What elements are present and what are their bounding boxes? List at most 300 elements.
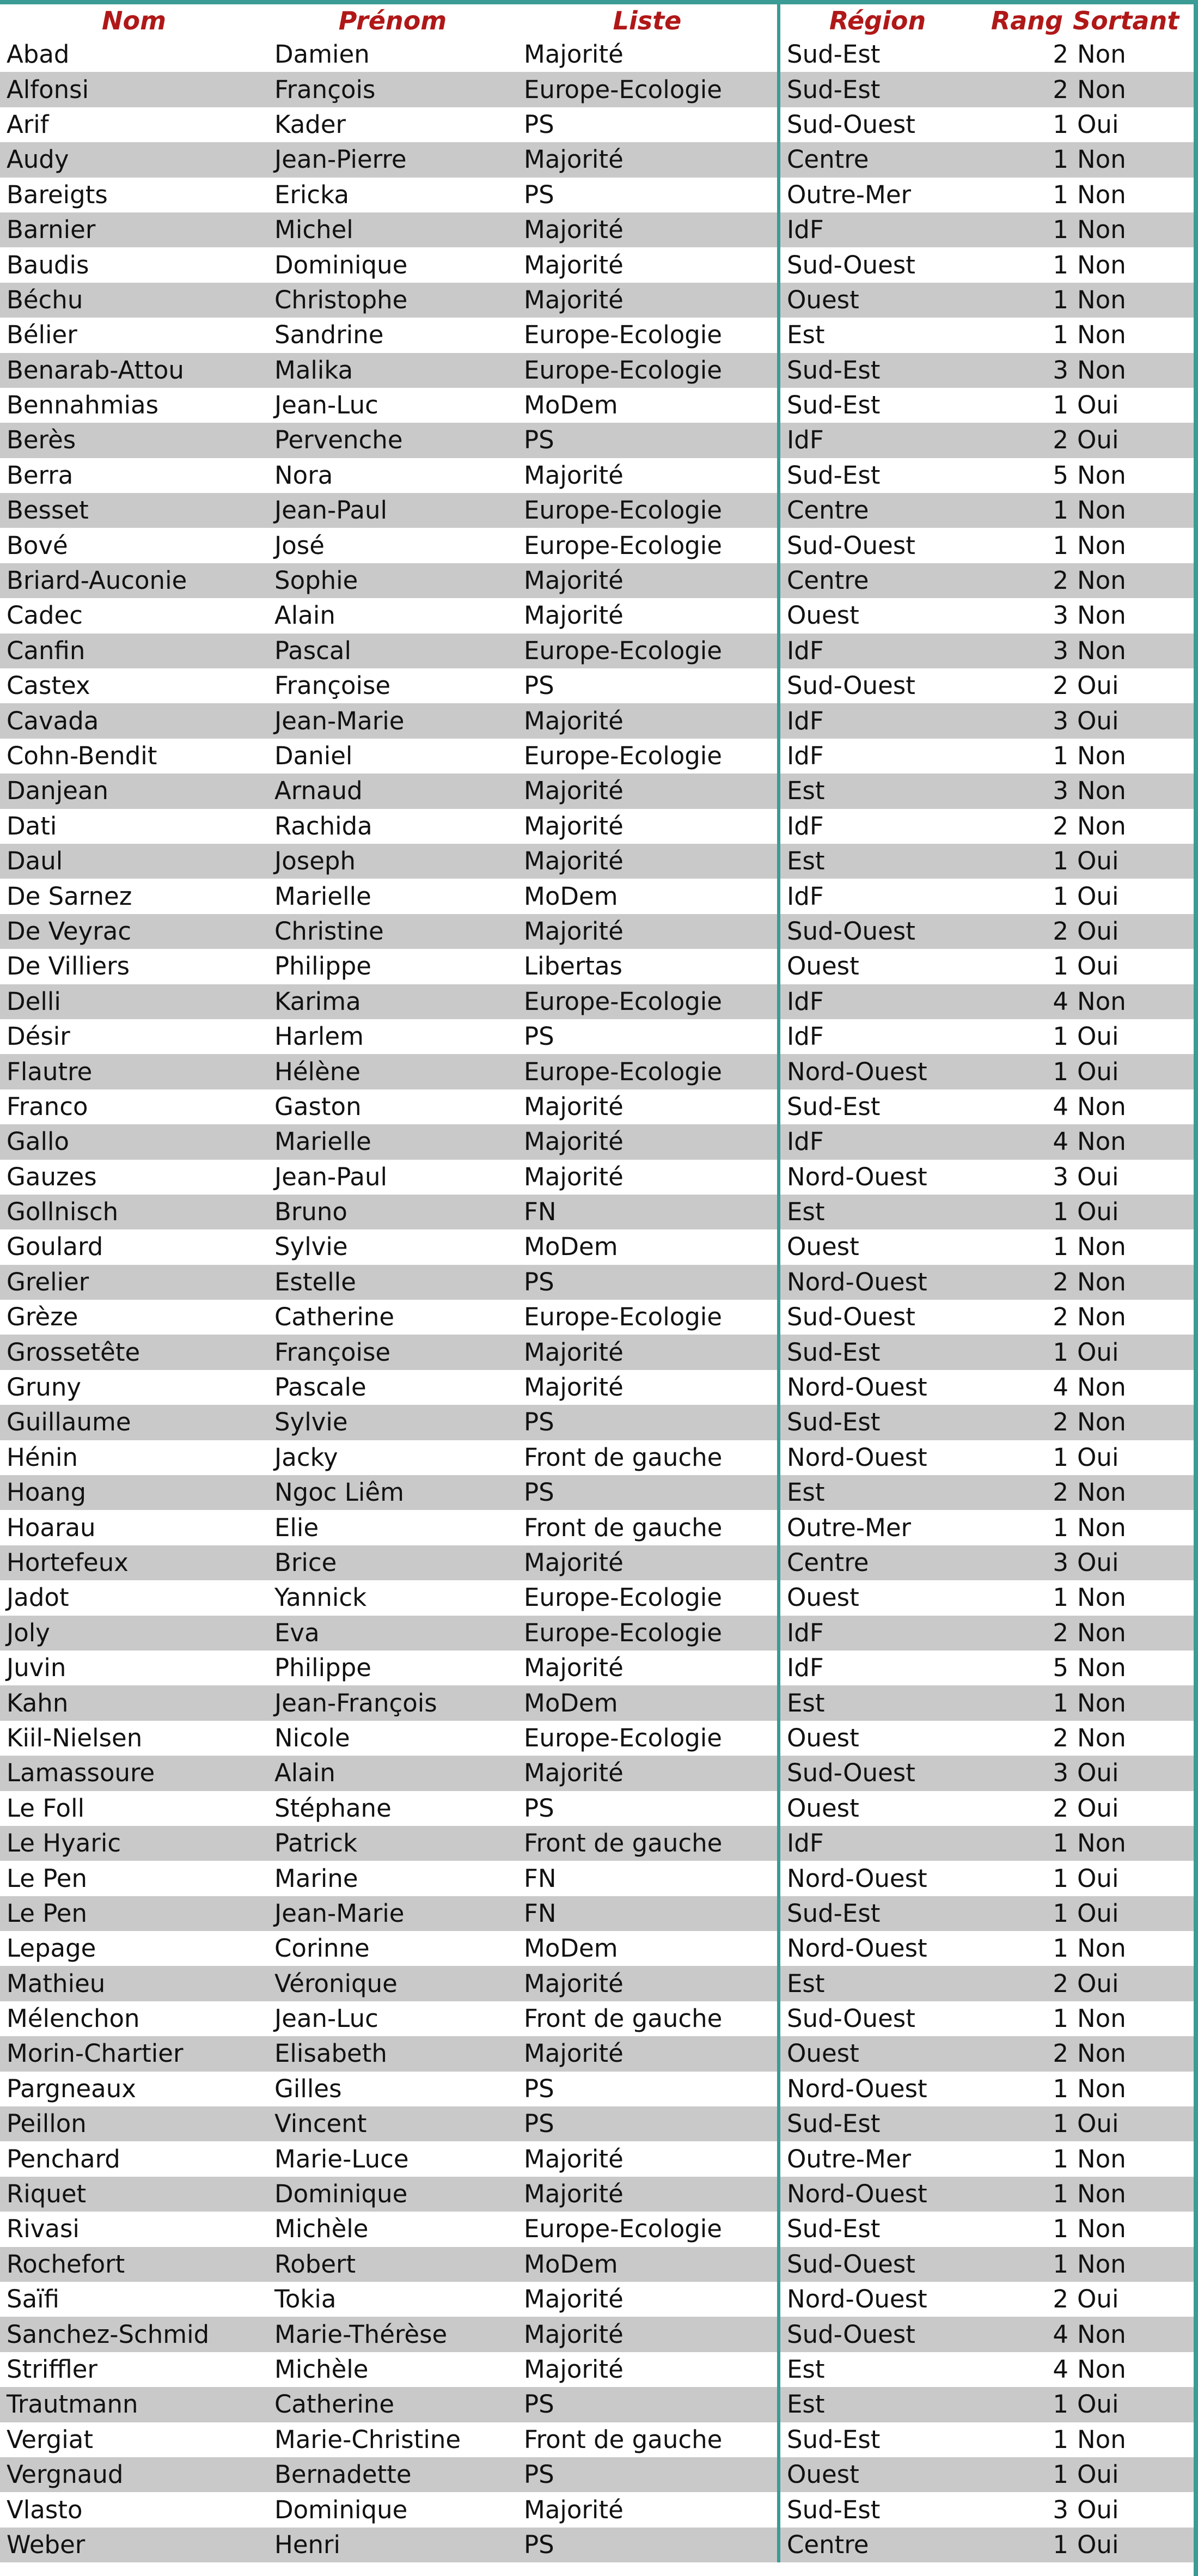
- cell-nom[interactable]: Gallo: [0, 1124, 268, 1159]
- cell-region[interactable]: Centre: [779, 563, 975, 598]
- table-row[interactable]: [0, 703, 1198, 738]
- cell-rang[interactable]: 2: [975, 37, 1073, 72]
- cell-sortant[interactable]: Oui: [1073, 1019, 1198, 1054]
- table-row[interactable]: [0, 283, 1198, 318]
- cell-nom[interactable]: Berra: [0, 458, 268, 493]
- cell-prenom[interactable]: Marie-Christine: [268, 2422, 517, 2457]
- cell-nom[interactable]: Barnier: [0, 212, 268, 247]
- cell-nom[interactable]: Vergnaud: [0, 2457, 268, 2492]
- cell-sortant[interactable]: Non: [1073, 598, 1198, 633]
- table-row[interactable]: [0, 1300, 1198, 1335]
- cell-prenom[interactable]: Harlem: [268, 1019, 517, 1054]
- cell-liste[interactable]: Europe-Ecologie: [517, 984, 779, 1019]
- cell-region[interactable]: Sud-Ouest: [779, 107, 975, 142]
- cell-sortant[interactable]: Oui: [1073, 2457, 1198, 2492]
- cell-prenom[interactable]: Marine: [268, 1861, 517, 1896]
- table-row[interactable]: [0, 2212, 1198, 2246]
- table-row[interactable]: [0, 1160, 1198, 1195]
- cell-prenom[interactable]: Pascal: [268, 634, 517, 668]
- cell-nom[interactable]: Le Pen: [0, 1861, 268, 1896]
- table-row[interactable]: [0, 1896, 1198, 1931]
- cell-rang[interactable]: 3: [975, 1160, 1073, 1195]
- cell-nom[interactable]: Kiil-Nielsen: [0, 1721, 268, 1756]
- cell-liste[interactable]: FN: [517, 1861, 779, 1896]
- cell-nom[interactable]: Joly: [0, 1616, 268, 1651]
- cell-rang[interactable]: 1: [975, 318, 1073, 352]
- cell-liste[interactable]: MoDem: [517, 1685, 779, 1720]
- table-row[interactable]: [0, 1721, 1198, 1756]
- cell-rang[interactable]: 4: [975, 984, 1073, 1019]
- table-row[interactable]: [0, 2141, 1198, 2176]
- cell-prenom[interactable]: Tokia: [268, 2282, 517, 2317]
- cell-region[interactable]: Sud-Est: [779, 72, 975, 107]
- cell-sortant[interactable]: Oui: [1073, 949, 1198, 984]
- cell-liste[interactable]: PS: [517, 178, 779, 212]
- table-row[interactable]: [0, 2492, 1198, 2527]
- cell-prenom[interactable]: Jean-Paul: [268, 1160, 517, 1195]
- table-row[interactable]: [0, 493, 1198, 528]
- cell-rang[interactable]: 1: [975, 2141, 1073, 2176]
- table-row[interactable]: [0, 247, 1198, 282]
- cell-rang[interactable]: 4: [975, 1089, 1073, 1124]
- cell-region[interactable]: Est: [779, 318, 975, 352]
- cell-rang[interactable]: 1: [975, 2106, 1073, 2141]
- cell-prenom[interactable]: Patrick: [268, 1826, 517, 1861]
- cell-region[interactable]: Nord-Ouest: [779, 1440, 975, 1475]
- cell-sortant[interactable]: Oui: [1073, 1966, 1198, 2001]
- cell-region[interactable]: Sud-Ouest: [779, 528, 975, 563]
- cell-prenom[interactable]: Pascale: [268, 1370, 517, 1405]
- table-row[interactable]: [0, 739, 1198, 774]
- table-row[interactable]: [0, 353, 1198, 388]
- cell-nom[interactable]: Weber: [0, 2528, 268, 2562]
- cell-rang[interactable]: 1: [975, 1195, 1073, 1229]
- cell-liste[interactable]: PS: [517, 1265, 779, 1300]
- table-row[interactable]: [0, 668, 1198, 703]
- cell-sortant[interactable]: Non: [1073, 1685, 1198, 1720]
- cell-liste[interactable]: PS: [517, 107, 779, 142]
- cell-liste[interactable]: PS: [517, 668, 779, 703]
- cell-rang[interactable]: 1: [975, 2422, 1073, 2457]
- table-row[interactable]: [0, 1335, 1198, 1369]
- cell-rang[interactable]: 2: [975, 2282, 1073, 2317]
- cell-liste[interactable]: Majorité: [517, 458, 779, 493]
- cell-liste[interactable]: PS: [517, 2072, 779, 2106]
- cell-liste[interactable]: Majorité: [517, 212, 779, 247]
- cell-sortant[interactable]: Oui: [1073, 668, 1198, 703]
- cell-rang[interactable]: 1: [975, 2072, 1073, 2106]
- cell-liste[interactable]: Europe-Ecologie: [517, 318, 779, 352]
- cell-prenom[interactable]: Jean-Luc: [268, 2001, 517, 2036]
- table-row[interactable]: [0, 1580, 1198, 1615]
- cell-sortant[interactable]: Oui: [1073, 2106, 1198, 2141]
- cell-prenom[interactable]: Bruno: [268, 1195, 517, 1229]
- cell-liste[interactable]: Europe-Ecologie: [517, 1580, 779, 1615]
- cell-prenom[interactable]: Jean-Marie: [268, 1896, 517, 1931]
- cell-region[interactable]: Outre-Mer: [779, 2141, 975, 2176]
- cell-sortant[interactable]: Non: [1073, 774, 1198, 808]
- table-row[interactable]: [0, 1756, 1198, 1791]
- cell-prenom[interactable]: Kader: [268, 107, 517, 142]
- cell-region[interactable]: IdF: [779, 423, 975, 458]
- table-row[interactable]: [0, 2001, 1198, 2036]
- cell-region[interactable]: Sud-Est: [779, 2212, 975, 2246]
- table-row[interactable]: [0, 2528, 1198, 2562]
- cell-liste[interactable]: Majorité: [517, 1756, 779, 1791]
- cell-rang[interactable]: 2: [975, 914, 1073, 949]
- cell-region[interactable]: Sud-Est: [779, 353, 975, 388]
- cell-sortant[interactable]: Non: [1073, 2141, 1198, 2176]
- cell-sortant[interactable]: Non: [1073, 178, 1198, 212]
- cell-rang[interactable]: 1: [975, 1685, 1073, 1720]
- cell-liste[interactable]: PS: [517, 423, 779, 458]
- cell-nom[interactable]: Rivasi: [0, 2212, 268, 2246]
- table-row[interactable]: [0, 318, 1198, 352]
- cell-prenom[interactable]: Rachida: [268, 809, 517, 844]
- cell-region[interactable]: Centre: [779, 2528, 975, 2562]
- cell-region[interactable]: Est: [779, 774, 975, 808]
- cell-nom[interactable]: Delli: [0, 984, 268, 1019]
- cell-nom[interactable]: Jadot: [0, 1580, 268, 1615]
- cell-prenom[interactable]: Jacky: [268, 1440, 517, 1475]
- cell-rang[interactable]: 1: [975, 1510, 1073, 1545]
- cell-prenom[interactable]: Arnaud: [268, 774, 517, 808]
- table-row[interactable]: [0, 1545, 1198, 1580]
- cell-region[interactable]: Ouest: [779, 598, 975, 633]
- cell-prenom[interactable]: Corinne: [268, 1931, 517, 1966]
- cell-liste[interactable]: Europe-Ecologie: [517, 1721, 779, 1756]
- cell-region[interactable]: Ouest: [779, 1721, 975, 1756]
- cell-nom[interactable]: Le Foll: [0, 1791, 268, 1826]
- cell-prenom[interactable]: Michel: [268, 212, 517, 247]
- cell-sortant[interactable]: Non: [1073, 634, 1198, 668]
- cell-rang[interactable]: 1: [975, 2387, 1073, 2422]
- table-row[interactable]: [0, 37, 1198, 72]
- cell-rang[interactable]: 1: [975, 1440, 1073, 1475]
- cell-rang[interactable]: 1: [975, 283, 1073, 318]
- cell-sortant[interactable]: Oui: [1073, 1195, 1198, 1229]
- cell-region[interactable]: Ouest: [779, 2036, 975, 2071]
- cell-sortant[interactable]: Oui: [1073, 914, 1198, 949]
- table-row[interactable]: [0, 598, 1198, 633]
- cell-nom[interactable]: Trautmann: [0, 2387, 268, 2422]
- cell-prenom[interactable]: Jean-Pierre: [268, 142, 517, 177]
- cell-region[interactable]: Est: [779, 1195, 975, 1229]
- table-row[interactable]: [0, 1791, 1198, 1826]
- cell-rang[interactable]: 3: [975, 774, 1073, 808]
- cell-liste[interactable]: Majorité: [517, 1089, 779, 1124]
- table-row[interactable]: [0, 2072, 1198, 2106]
- cell-rang[interactable]: 3: [975, 1756, 1073, 1791]
- cell-rang[interactable]: 2: [975, 1405, 1073, 1440]
- cell-liste[interactable]: Majorité: [517, 2352, 779, 2387]
- cell-region[interactable]: Nord-Ouest: [779, 1370, 975, 1405]
- cell-region[interactable]: Outre-Mer: [779, 178, 975, 212]
- cell-nom[interactable]: Flautre: [0, 1054, 268, 1089]
- header-rang[interactable]: Rang: [975, 4, 1073, 37]
- table-row[interactable]: [0, 2422, 1198, 2457]
- cell-rang[interactable]: 1: [975, 739, 1073, 774]
- cell-liste[interactable]: PS: [517, 1019, 779, 1054]
- cell-region[interactable]: Nord-Ouest: [779, 1265, 975, 1300]
- cell-sortant[interactable]: Non: [1073, 2247, 1198, 2282]
- cell-liste[interactable]: Europe-Ecologie: [517, 2212, 779, 2246]
- cell-nom[interactable]: Alfonsi: [0, 72, 268, 107]
- cell-rang[interactable]: 1: [975, 1054, 1073, 1089]
- cell-region[interactable]: IdF: [779, 1019, 975, 1054]
- cell-nom[interactable]: Bennahmias: [0, 388, 268, 423]
- cell-sortant[interactable]: Non: [1073, 739, 1198, 774]
- table-row[interactable]: [0, 809, 1198, 844]
- cell-liste[interactable]: Majorité: [517, 703, 779, 738]
- cell-liste[interactable]: PS: [517, 1475, 779, 1510]
- cell-rang[interactable]: 3: [975, 2492, 1073, 2527]
- cell-region[interactable]: Ouest: [779, 949, 975, 984]
- cell-sortant[interactable]: Non: [1073, 2177, 1198, 2212]
- cell-rang[interactable]: 4: [975, 1124, 1073, 1159]
- cell-prenom[interactable]: Bernadette: [268, 2457, 517, 2492]
- cell-liste[interactable]: PS: [517, 1791, 779, 1826]
- cell-region[interactable]: Sud-Est: [779, 2106, 975, 2141]
- cell-region[interactable]: Centre: [779, 493, 975, 528]
- cell-nom[interactable]: Baudis: [0, 247, 268, 282]
- cell-prenom[interactable]: Ericka: [268, 178, 517, 212]
- cell-liste[interactable]: Europe-Ecologie: [517, 1054, 779, 1089]
- cell-nom[interactable]: Le Pen: [0, 1896, 268, 1931]
- cell-nom[interactable]: Bélier: [0, 318, 268, 352]
- cell-liste[interactable]: Majorité: [517, 37, 779, 72]
- cell-liste[interactable]: Majorité: [517, 2141, 779, 2176]
- cell-liste[interactable]: MoDem: [517, 1931, 779, 1966]
- table-row[interactable]: [0, 388, 1198, 423]
- cell-rang[interactable]: 1: [975, 178, 1073, 212]
- cell-sortant[interactable]: Non: [1073, 2352, 1198, 2387]
- table-row[interactable]: [0, 72, 1198, 107]
- cell-sortant[interactable]: Non: [1073, 72, 1198, 107]
- cell-prenom[interactable]: Catherine: [268, 2387, 517, 2422]
- cell-sortant[interactable]: Non: [1073, 1475, 1198, 1510]
- cell-rang[interactable]: 2: [975, 809, 1073, 844]
- cell-nom[interactable]: Peillon: [0, 2106, 268, 2141]
- cell-sortant[interactable]: Oui: [1073, 1791, 1198, 1826]
- cell-sortant[interactable]: Non: [1073, 1370, 1198, 1405]
- cell-region[interactable]: Ouest: [779, 283, 975, 318]
- table-row[interactable]: [0, 2387, 1198, 2422]
- cell-sortant[interactable]: Oui: [1073, 1896, 1198, 1931]
- cell-region[interactable]: Nord-Ouest: [779, 1054, 975, 1089]
- cell-nom[interactable]: Sanchez-Schmid: [0, 2317, 268, 2352]
- cell-nom[interactable]: Abad: [0, 37, 268, 72]
- cell-rang[interactable]: 2: [975, 1616, 1073, 1651]
- header-sortant[interactable]: Sortant: [1073, 4, 1198, 37]
- cell-prenom[interactable]: Sylvie: [268, 1405, 517, 1440]
- header-region[interactable]: Région: [779, 4, 975, 37]
- cell-sortant[interactable]: Oui: [1073, 2528, 1198, 2562]
- cell-prenom[interactable]: Michèle: [268, 2352, 517, 2387]
- cell-liste[interactable]: Majorité: [517, 247, 779, 282]
- table-row[interactable]: [0, 458, 1198, 493]
- cell-rang[interactable]: 3: [975, 703, 1073, 738]
- cell-sortant[interactable]: Non: [1073, 142, 1198, 177]
- cell-nom[interactable]: Vlasto: [0, 2492, 268, 2527]
- cell-rang[interactable]: 1: [975, 1019, 1073, 1054]
- cell-liste[interactable]: Majorité: [517, 1370, 779, 1405]
- cell-nom[interactable]: Hoarau: [0, 1510, 268, 1545]
- cell-nom[interactable]: Hortefeux: [0, 1545, 268, 1580]
- cell-nom[interactable]: Mathieu: [0, 1966, 268, 2001]
- cell-nom[interactable]: Juvin: [0, 1651, 268, 1685]
- cell-prenom[interactable]: Dominique: [268, 2492, 517, 2527]
- cell-rang[interactable]: 1: [975, 949, 1073, 984]
- cell-nom[interactable]: Daul: [0, 844, 268, 879]
- table-row[interactable]: [0, 2352, 1198, 2387]
- cell-sortant[interactable]: Oui: [1073, 879, 1198, 914]
- cell-sortant[interactable]: Oui: [1073, 1545, 1198, 1580]
- table-row[interactable]: [0, 914, 1198, 949]
- cell-nom[interactable]: Goulard: [0, 1229, 268, 1264]
- cell-rang[interactable]: 5: [975, 1651, 1073, 1685]
- table-row[interactable]: [0, 1440, 1198, 1475]
- table-row[interactable]: [0, 1124, 1198, 1159]
- cell-region[interactable]: Ouest: [779, 2457, 975, 2492]
- cell-rang[interactable]: 3: [975, 353, 1073, 388]
- cell-sortant[interactable]: Non: [1073, 809, 1198, 844]
- cell-liste[interactable]: Europe-Ecologie: [517, 739, 779, 774]
- cell-nom[interactable]: Riquet: [0, 2177, 268, 2212]
- table-row[interactable]: [0, 1616, 1198, 1651]
- cell-liste[interactable]: Front de gauche: [517, 2422, 779, 2457]
- cell-region[interactable]: Sud-Ouest: [779, 1300, 975, 1335]
- cell-region[interactable]: IdF: [779, 879, 975, 914]
- cell-nom[interactable]: Audy: [0, 142, 268, 177]
- cell-nom[interactable]: Guillaume: [0, 1405, 268, 1440]
- table-row[interactable]: [0, 1229, 1198, 1264]
- cell-liste[interactable]: Majorité: [517, 2036, 779, 2071]
- cell-prenom[interactable]: Malika: [268, 353, 517, 388]
- table-row[interactable]: [0, 1054, 1198, 1089]
- cell-region[interactable]: IdF: [779, 1826, 975, 1861]
- cell-region[interactable]: Sud-Ouest: [779, 2247, 975, 2282]
- cell-prenom[interactable]: Elie: [268, 1510, 517, 1545]
- table-row[interactable]: [0, 949, 1198, 984]
- cell-liste[interactable]: Majorité: [517, 563, 779, 598]
- cell-sortant[interactable]: Non: [1073, 283, 1198, 318]
- cell-liste[interactable]: Libertas: [517, 949, 779, 984]
- cell-liste[interactable]: PS: [517, 2387, 779, 2422]
- cell-liste[interactable]: Majorité: [517, 774, 779, 808]
- cell-nom[interactable]: Le Hyaric: [0, 1826, 268, 1861]
- cell-region[interactable]: Est: [779, 1475, 975, 1510]
- cell-prenom[interactable]: Eva: [268, 1616, 517, 1651]
- cell-rang[interactable]: 1: [975, 247, 1073, 282]
- cell-prenom[interactable]: Gaston: [268, 1089, 517, 1124]
- cell-liste[interactable]: PS: [517, 1405, 779, 1440]
- cell-liste[interactable]: Majorité: [517, 844, 779, 879]
- cell-liste[interactable]: Majorité: [517, 2492, 779, 2527]
- cell-liste[interactable]: MoDem: [517, 879, 779, 914]
- cell-sortant[interactable]: Non: [1073, 1089, 1198, 1124]
- cell-liste[interactable]: Majorité: [517, 283, 779, 318]
- table-row[interactable]: [0, 107, 1198, 142]
- table-row[interactable]: [0, 528, 1198, 563]
- table-row[interactable]: [0, 212, 1198, 247]
- cell-prenom[interactable]: Sylvie: [268, 1229, 517, 1264]
- cell-rang[interactable]: 1: [975, 2177, 1073, 2212]
- cell-prenom[interactable]: Françoise: [268, 1335, 517, 1369]
- cell-region[interactable]: Sud-Est: [779, 388, 975, 423]
- cell-sortant[interactable]: Oui: [1073, 703, 1198, 738]
- cell-sortant[interactable]: Non: [1073, 493, 1198, 528]
- cell-liste[interactable]: Majorité: [517, 2317, 779, 2352]
- cell-liste[interactable]: Majorité: [517, 1651, 779, 1685]
- cell-sortant[interactable]: Oui: [1073, 1160, 1198, 1195]
- cell-nom[interactable]: Bareigts: [0, 178, 268, 212]
- cell-rang[interactable]: 2: [975, 72, 1073, 107]
- cell-region[interactable]: Est: [779, 1685, 975, 1720]
- cell-nom[interactable]: Grelier: [0, 1265, 268, 1300]
- cell-nom[interactable]: Cohn-Bendit: [0, 739, 268, 774]
- cell-region[interactable]: Sud-Ouest: [779, 247, 975, 282]
- cell-sortant[interactable]: Oui: [1073, 423, 1198, 458]
- cell-prenom[interactable]: José: [268, 528, 517, 563]
- cell-rang[interactable]: 1: [975, 1580, 1073, 1615]
- table-row[interactable]: [0, 1475, 1198, 1510]
- table-row[interactable]: [0, 1195, 1198, 1229]
- cell-region[interactable]: Sud-Est: [779, 1335, 975, 1369]
- table-row[interactable]: [0, 2036, 1198, 2071]
- table-row[interactable]: [0, 423, 1198, 458]
- cell-nom[interactable]: Danjean: [0, 774, 268, 808]
- cell-sortant[interactable]: Non: [1073, 1300, 1198, 1335]
- cell-rang[interactable]: 1: [975, 1861, 1073, 1896]
- cell-liste[interactable]: Europe-Ecologie: [517, 353, 779, 388]
- cell-sortant[interactable]: Non: [1073, 1124, 1198, 1159]
- cell-nom[interactable]: Rochefort: [0, 2247, 268, 2282]
- cell-prenom[interactable]: Alain: [268, 598, 517, 633]
- table-row[interactable]: [0, 2282, 1198, 2317]
- cell-rang[interactable]: 1: [975, 2247, 1073, 2282]
- cell-nom[interactable]: Mélenchon: [0, 2001, 268, 2036]
- cell-sortant[interactable]: Non: [1073, 1405, 1198, 1440]
- header-prenom[interactable]: Prénom: [268, 4, 517, 37]
- cell-sortant[interactable]: Oui: [1073, 107, 1198, 142]
- cell-nom[interactable]: Vergiat: [0, 2422, 268, 2457]
- cell-prenom[interactable]: Dominique: [268, 2177, 517, 2212]
- cell-region[interactable]: IdF: [779, 1651, 975, 1685]
- cell-prenom[interactable]: François: [268, 72, 517, 107]
- cell-nom[interactable]: Grossetête: [0, 1335, 268, 1369]
- cell-rang[interactable]: 1: [975, 142, 1073, 177]
- cell-nom[interactable]: Canfin: [0, 634, 268, 668]
- cell-prenom[interactable]: Christine: [268, 914, 517, 949]
- cell-nom[interactable]: De Veyrac: [0, 914, 268, 949]
- cell-region[interactable]: Ouest: [779, 1229, 975, 1264]
- table-row[interactable]: [0, 1089, 1198, 1124]
- cell-region[interactable]: Sud-Est: [779, 37, 975, 72]
- cell-rang[interactable]: 2: [975, 1721, 1073, 1756]
- cell-sortant[interactable]: Non: [1073, 563, 1198, 598]
- cell-rang[interactable]: 4: [975, 2317, 1073, 2352]
- cell-rang[interactable]: 5: [975, 458, 1073, 493]
- cell-liste[interactable]: MoDem: [517, 388, 779, 423]
- cell-liste[interactable]: Front de gauche: [517, 1510, 779, 1545]
- cell-region[interactable]: Est: [779, 1966, 975, 2001]
- table-row[interactable]: [0, 774, 1198, 808]
- cell-rang[interactable]: 2: [975, 668, 1073, 703]
- cell-prenom[interactable]: Joseph: [268, 844, 517, 879]
- table-row[interactable]: [0, 178, 1198, 212]
- table-row[interactable]: [0, 879, 1198, 914]
